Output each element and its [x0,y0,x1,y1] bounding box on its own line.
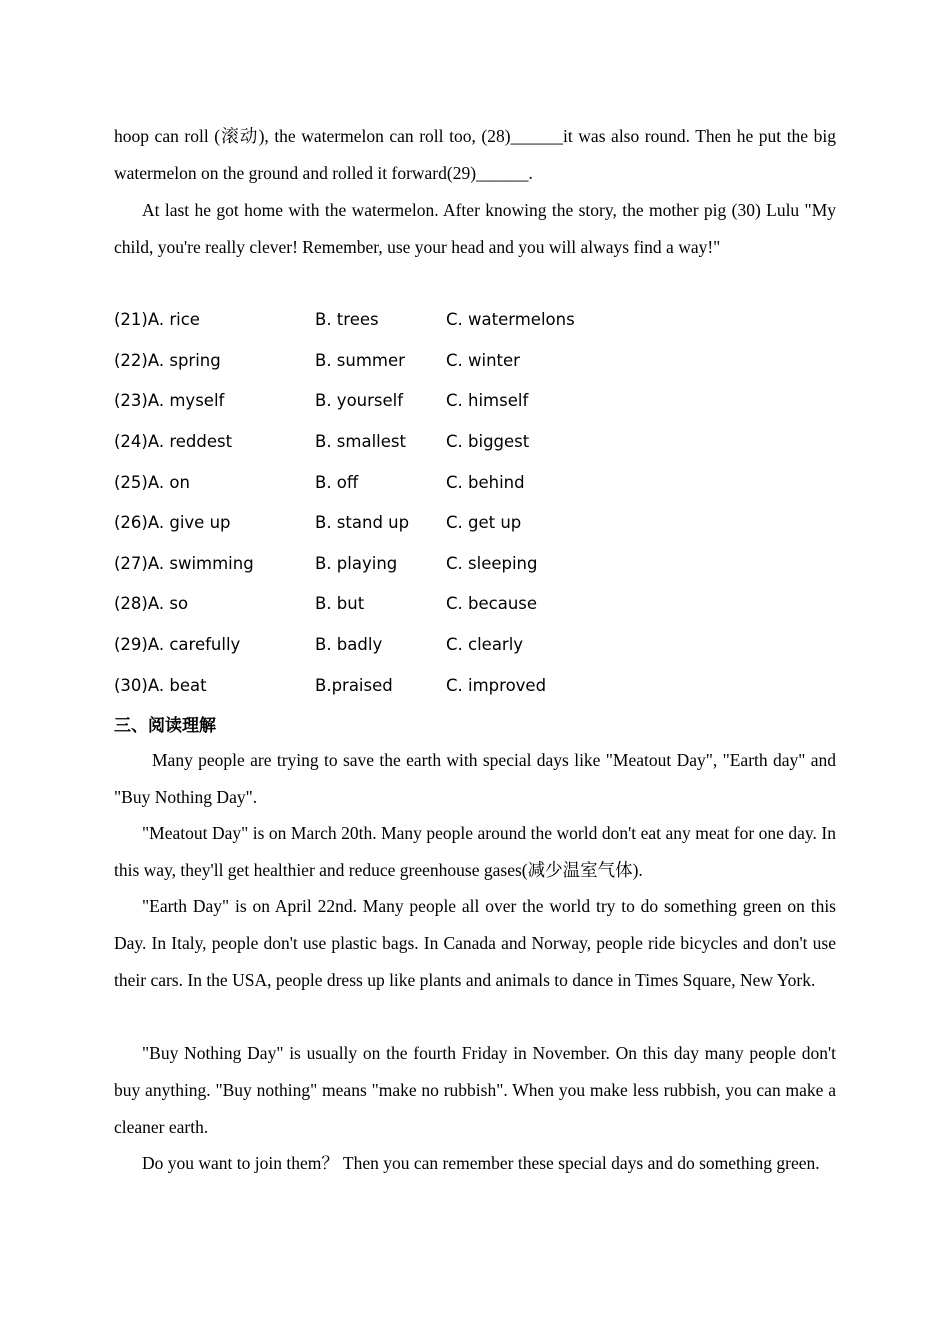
option-row-29 [114,630,836,660]
reading-paragraph-3: "Earth Day" is on April 22nd. Many people all over the world try to do something green on this Day. In Italy, people don't use plastic bags. In Canada and Norway, people ride bicycles and don't use their cars. In the USA, people dress up like plants and animals to dance in Times Square, New York. [114,896,836,990]
option-row-26 [114,508,836,538]
passage-paragraph-ending: At last he got home with the watermelon. After knowing the story, the mother pig (30) Lulu "My child, you're really clever! Remember, use your head and you will always find a way!" [114,200,836,257]
option-a: (22)A. spring [114,351,221,370]
option-row-25 [114,468,836,498]
option-row-23 [114,386,836,416]
option-b: B. stand up [315,513,410,532]
option-c: C. clearly [446,635,524,654]
reading-paragraph-2: "Meatout Day" is on March 20th. Many people around the world don't eat any meat for one day. In this way, they'll get healthier and reduce greenhouse gases(减少温室气体). [114,823,836,880]
reading-paragraph-1: Many people are trying to save the earth with special days like "Meatout Day", "Earth day" and "Buy Nothing Day". [114,750,836,807]
option-c: C. watermelons [446,310,575,329]
option-c: C. sleeping [446,554,538,573]
section-heading: 三、阅读理解 [114,716,216,736]
option-b: B. trees [315,310,379,329]
option-row-27 [114,549,836,579]
reading-paragraph-4: "Buy Nothing Day" is usually on the fourth Friday in November. On this day many people don't buy anything. "Buy nothing" means "make no rubbish". When you make less rubbish, you can make a cleaner earth. [114,1043,836,1137]
option-b: B. but [315,594,365,613]
option-c: C. get up [446,513,522,532]
option-row-22 [114,346,836,376]
option-a: (24)A. reddest [114,432,233,451]
option-c: C. biggest [446,432,530,451]
option-row-24 [114,427,836,457]
reading-paragraph-5: Do you want to join them？ Then you can remember these special days and do something green. [142,1153,820,1173]
option-b: B.praised [315,676,393,695]
option-a: (21)A. rice [114,310,200,329]
option-a: (23)A. myself [114,391,225,410]
option-b: B. badly [315,635,383,654]
option-b: B. summer [315,351,405,370]
option-b: B. playing [315,554,398,573]
option-row-21 [114,305,836,335]
option-a: (27)A. swimming [114,554,254,573]
option-b: B. smallest [315,432,406,451]
option-row-28 [114,589,836,619]
option-row-30 [114,671,836,701]
option-a: (29)A. carefully [114,635,241,654]
option-a: (28)A. so [114,594,189,613]
option-a: (25)A. on [114,473,190,492]
option-a: (30)A. beat [114,676,207,695]
option-c: C. himself [446,391,529,410]
passage-paragraph-continued: hoop can roll (滚动), the watermelon can roll too, (28)______it was also round. Then he put the big watermelon on the ground and rolled it forward(29)______. [114,126,836,183]
option-c: C. because [446,594,538,613]
option-a: (26)A. give up [114,513,231,532]
option-c: C. behind [446,473,525,492]
option-c: C. improved [446,676,547,695]
option-b: B. yourself [315,391,404,410]
option-b: B. off [315,473,359,492]
option-c: C. winter [446,351,520,370]
